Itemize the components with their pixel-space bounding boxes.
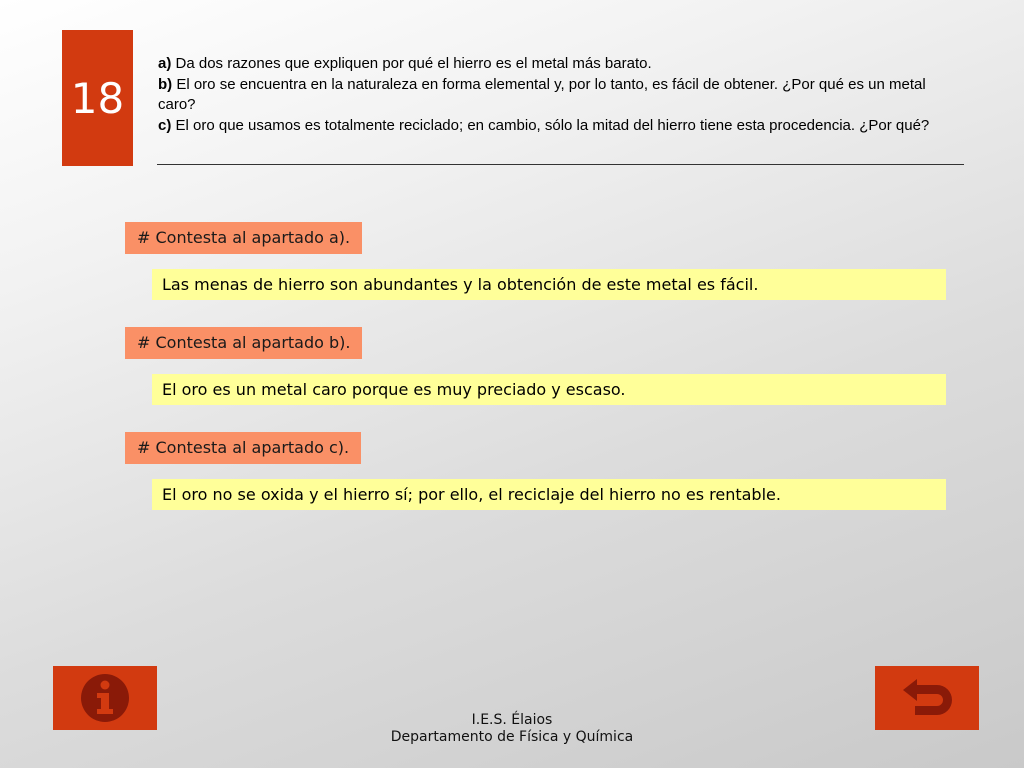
prompt-button-c[interactable]: # Contesta al apartado c). xyxy=(125,432,361,464)
return-button[interactable] xyxy=(875,666,979,730)
answer-a: Las menas de hierro son abundantes y la obtención de este metal es fácil. xyxy=(152,269,946,300)
info-icon xyxy=(79,672,131,724)
prompt-button-b[interactable]: # Contesta al apartado b). xyxy=(125,327,362,359)
question-part-a xyxy=(158,54,964,75)
return-arrow-icon xyxy=(899,675,955,721)
footer-school: I.E.S. Élaios xyxy=(471,712,553,728)
footer xyxy=(312,712,712,746)
answer-b: El oro es un metal caro porque es muy preciado y escaso. xyxy=(152,374,946,405)
question-a-label: a) xyxy=(158,55,172,72)
info-button[interactable] xyxy=(53,666,157,730)
header-divider xyxy=(157,164,964,165)
question-b-label: b) xyxy=(158,75,173,93)
slide-number-badge xyxy=(62,30,133,166)
answer-c: El oro no se oxida y el hierro sí; por ello, el reciclaje del hierro no es rentable. xyxy=(152,479,946,510)
question-a-text: Da dos razones que expliquen por qué el hierro es el metal más barato. xyxy=(171,55,652,72)
question-b-text: El oro se encuentra en la naturaleza en forma elemental y, por lo tanto, es fácil de obtener. ¿Por qué es un metal caro? xyxy=(158,75,926,113)
question-part-c xyxy=(158,116,964,137)
question-part-b xyxy=(158,75,964,116)
prompt-button-a[interactable]: # Contesta al apartado a). xyxy=(125,222,362,254)
question-c-text: El oro que usamos es totalmente reciclado; en cambio, sólo la mitad del hierro tiene esta procedencia. ¿Por qué? xyxy=(171,116,930,134)
question-c-label: c) xyxy=(158,116,172,134)
question-text xyxy=(158,54,964,136)
slide-number: 18 xyxy=(70,73,125,123)
footer-department: Departamento de Física y Química xyxy=(390,729,634,745)
